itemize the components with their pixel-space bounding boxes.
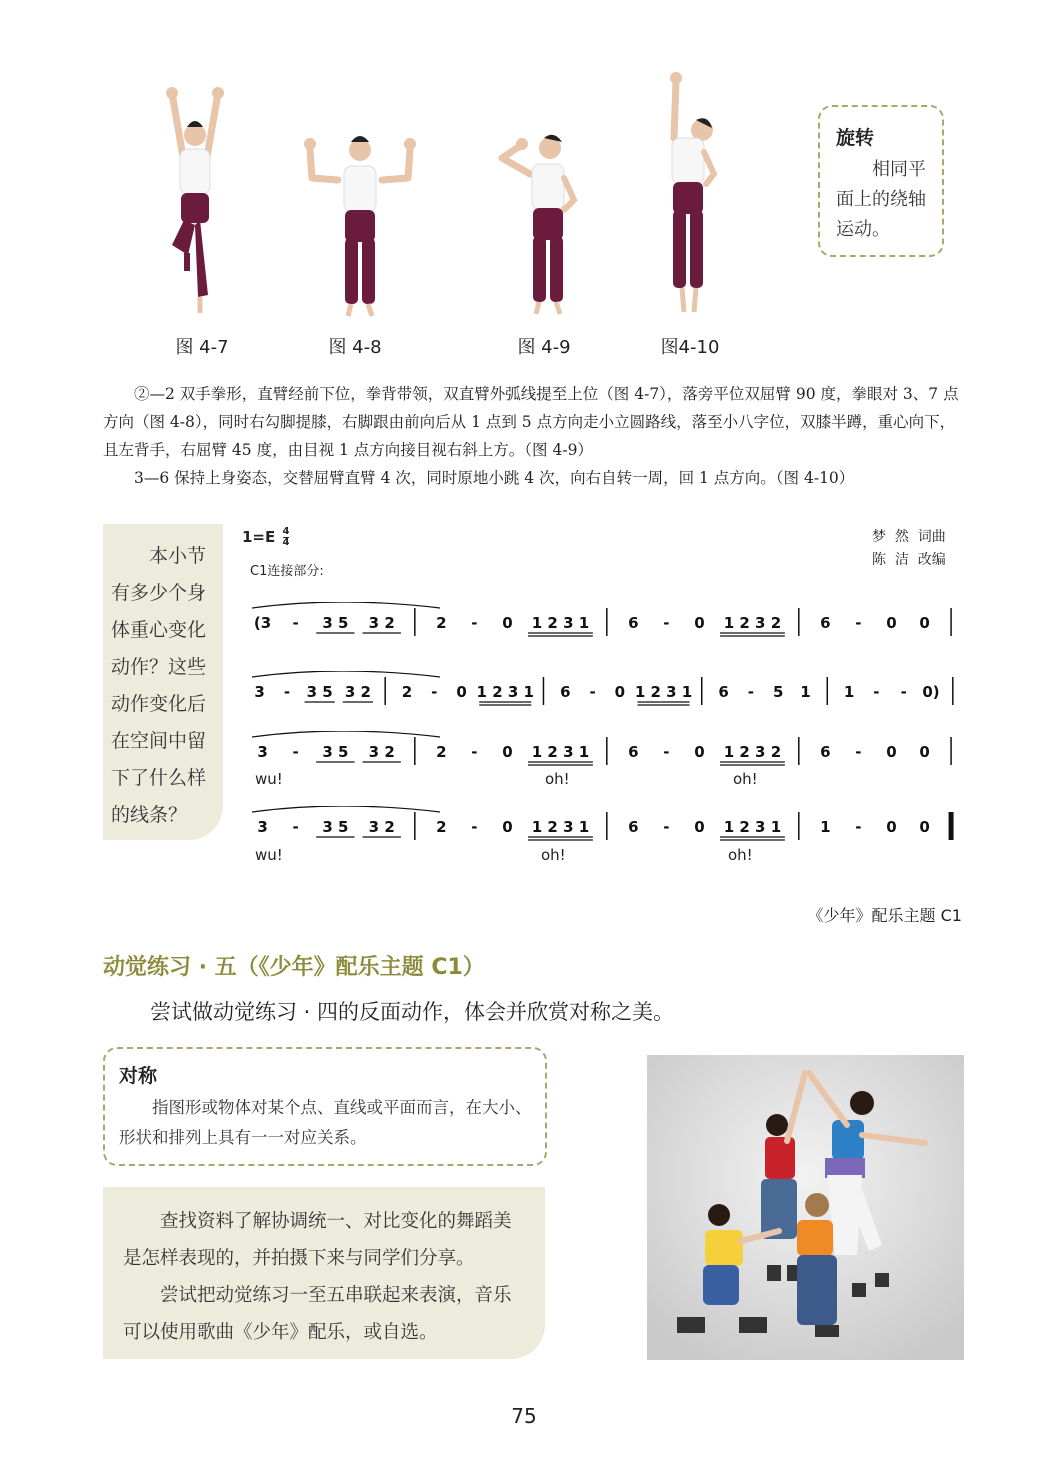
score-note: 1 2 3 2 (723, 743, 782, 761)
slur (252, 671, 440, 677)
score-note: 3 2 (368, 614, 395, 632)
score-note: 1 2 3 1 (723, 818, 782, 836)
group-dance-photo (647, 1055, 964, 1360)
score-note: 1 2 3 2 (723, 614, 782, 632)
lyric: oh! (541, 846, 566, 864)
score-note: - (855, 818, 862, 836)
figure-label: 图4-10 (660, 337, 720, 358)
score-note: - (855, 614, 862, 632)
score-note: - (747, 683, 754, 701)
dancer-figure-4-10 (652, 68, 732, 323)
score-note: 0 (694, 743, 705, 761)
rotation-note-title: 旋转 (836, 127, 875, 149)
score-note: 6 (718, 683, 729, 701)
score-note: - (873, 683, 880, 701)
score-note: 3 2 (368, 743, 395, 761)
score-note: 6 (628, 818, 639, 836)
score-note: 3 (254, 683, 265, 701)
score-note: 2 (401, 683, 413, 701)
figure-label: 图 4-8 (328, 337, 382, 358)
score-caption: 《少年》配乐主题 C1 (807, 906, 962, 925)
score-note: 0 (502, 743, 513, 761)
time-top: 4 (282, 526, 290, 537)
score-note: 1 2 3 1 (531, 743, 590, 761)
score-note: 1 2 3 1 (531, 818, 590, 836)
score-note: 0 (919, 818, 930, 836)
score-note: 3 5 (322, 614, 349, 632)
dancer-figure-4-9 (492, 128, 592, 323)
score-note: 6 (628, 614, 639, 632)
lyric: oh! (728, 846, 753, 864)
score-line-1 (240, 602, 965, 642)
score-staff (240, 602, 965, 642)
score-note: - (292, 818, 299, 836)
score-note: 1 (820, 818, 831, 836)
symmetry-note (103, 1047, 547, 1166)
score-note: 6 (560, 683, 571, 701)
score-section-label: C1连接部分: (250, 564, 324, 579)
score-note: - (283, 683, 291, 701)
score-note: 0 (694, 614, 705, 632)
score-note: - (900, 683, 907, 701)
score-note: - (663, 614, 670, 632)
score-note: - (855, 743, 862, 761)
score-note: 0 (502, 818, 513, 836)
question-panel (103, 524, 223, 840)
score-note: - (471, 743, 478, 761)
slur (252, 806, 440, 812)
score-note: 2 (436, 614, 447, 632)
time-signature (283, 527, 290, 548)
slur (252, 731, 440, 737)
score-line-2 (240, 671, 965, 711)
score-note: 3 (257, 818, 268, 836)
score-note: - (471, 818, 478, 836)
task-text (123, 1203, 528, 1351)
score-note: - (292, 743, 299, 761)
score-note: 2 (436, 818, 447, 836)
score-note: 0 (886, 818, 897, 836)
score-note: 2 (436, 743, 447, 761)
score-note: - (471, 614, 478, 632)
score-line-4 (240, 806, 965, 846)
page-number: 75 (511, 1404, 537, 1428)
score-staff (240, 731, 965, 771)
lyric: wu! (255, 770, 283, 788)
time-bottom: 4 (282, 537, 290, 548)
figure-label: 图 4-9 (517, 337, 571, 358)
score-note: 3 2 (368, 818, 395, 836)
score-note: - (663, 743, 670, 761)
score-note: 3 5 (306, 683, 333, 701)
symmetry-note-title: 对称 (119, 1065, 158, 1087)
instruction-paragraph: ②—2 双手拳形，直臂经前下位，拳背带领，双直臂外弧线提至上位（图 4-7），落旁平位双屈臂 90 度，拳眼对 3、7 点方向（图 4-8），同时右勾脚提膝，右脚跟由前向后从 1 点到 5 点方向走小立圆路线，落至小八字位，双膝半蹲，重心向下，且左背手，右屈臂 45 度，由目视 1 点方向接目视右斜上方。（图 4-9） (103, 385, 959, 459)
score-staff (240, 806, 965, 846)
score-note: 0) (922, 683, 940, 701)
lyric: oh! (733, 770, 758, 788)
score-staff (240, 671, 965, 711)
score-note: 1 (800, 683, 811, 701)
slur (252, 602, 440, 608)
score-note: 0 (919, 614, 930, 632)
dancer-figure-4-8 (300, 130, 420, 325)
score-line-3 (240, 731, 965, 771)
score-note: 5 (772, 683, 784, 701)
score-note: 3 2 (344, 683, 371, 701)
score-note: 3 5 (322, 818, 349, 836)
dancer-figure-4-7 (150, 85, 240, 330)
section-title: 动觉练习 · 五（《少年》配乐主题 C1） (103, 955, 485, 980)
score-note: - (292, 614, 299, 632)
score-note: 1 2 3 1 (476, 683, 534, 701)
figure-label: 图 4-7 (175, 337, 229, 358)
score-note: 6 (820, 743, 831, 761)
rotation-note-text: 相同平面上的绕轴运动。 (836, 159, 926, 240)
task-paragraph: 尝试把动觉练习一至五串联起来表演，音乐可以使用歌曲《少年》配乐，或自选。 (123, 1285, 512, 1343)
rotation-note (818, 105, 944, 257)
score-note: 0 (614, 683, 626, 701)
score-note: 6 (820, 614, 831, 632)
score-note: - (431, 683, 438, 701)
score-note: 6 (628, 743, 639, 761)
lyric: wu! (255, 846, 283, 864)
score-note: 1 2 3 1 (531, 614, 590, 632)
key-label: 1=E (242, 528, 276, 546)
lead-text: 尝试做动觉练习 · 四的反面动作，体会并欣赏对称之美。 (150, 1000, 675, 1024)
score-note: 1 2 3 1 (634, 683, 693, 701)
score-note: 0 (456, 683, 467, 701)
score-note: 0 (886, 743, 897, 761)
score-note: 0 (919, 743, 930, 761)
key-signature (242, 527, 289, 548)
score-note: 3 (257, 743, 268, 761)
score-note: - (663, 818, 670, 836)
instruction-paragraph: 3—6 保持上身姿态，交替屈臂直臂 4 次，同时原地小跳 4 次，向右自转一周，回 1 点方向。（图 4-10） (134, 469, 855, 487)
score-note: 3 5 (322, 743, 349, 761)
score-note: - (589, 683, 596, 701)
lyric: oh! (545, 770, 570, 788)
score-credit: 梦 然 词曲 (872, 529, 946, 545)
task-paragraph: 查找资料了解协调统一、对比变化的舞蹈美是怎样表现的，并拍摄下来与同学们分享。 (123, 1211, 512, 1269)
score-note: 0 (502, 614, 513, 632)
score-note: 0 (886, 614, 897, 632)
score-credit: 陈 洁 改编 (872, 552, 946, 568)
score-note: (3 (253, 614, 272, 632)
instruction-text (103, 380, 965, 492)
score-note: 0 (694, 818, 705, 836)
question-text: 本小节有多少个身体重心变化动作？这些动作变化后在空间中留下了什么样的线条？ (111, 545, 207, 826)
symmetry-note-text: 指图形或物体对某个点、直线或平面而言，在大小、形状和排列上具有一一对应关系。 (119, 1098, 532, 1147)
task-panel (103, 1187, 545, 1359)
score-note: 1 (843, 683, 855, 701)
